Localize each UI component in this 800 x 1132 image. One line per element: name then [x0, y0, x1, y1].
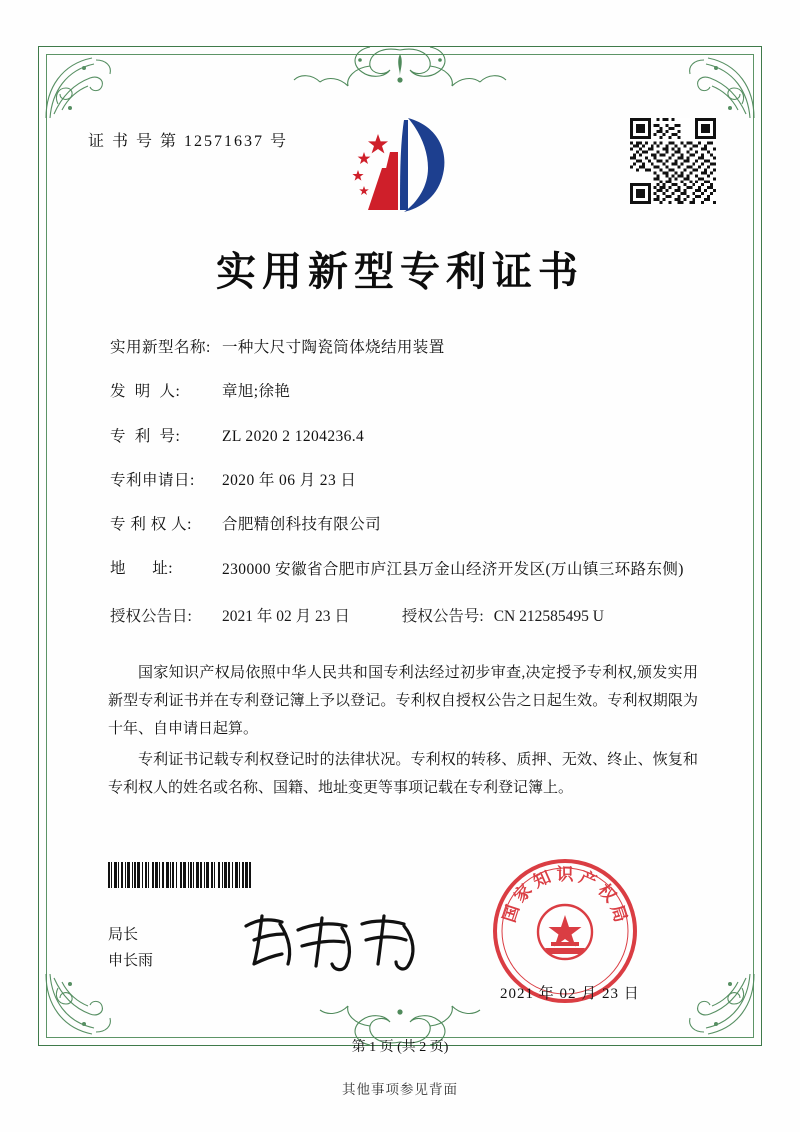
- grant-date-value: 2021 年 02 月 23 日: [222, 607, 350, 625]
- field-list: [110, 336, 700, 649]
- field-row-address: [110, 557, 700, 583]
- grant-number-value: CN 212585495 U: [493, 607, 604, 625]
- svg-text:产: 产: [575, 867, 600, 893]
- cnipa-logo-icon: [346, 112, 466, 222]
- field-row-inventor: [110, 380, 700, 403]
- handwritten-signature: [238, 906, 428, 978]
- field-value: 一种大尺寸陶瓷筒体烧结用装置: [222, 339, 445, 356]
- field-value: 合肥精创科技有限公司: [222, 516, 382, 533]
- page-indicator: 第 1 页 (共 2 页): [351, 1040, 449, 1055]
- field-row-patent-number: [110, 425, 700, 448]
- footnote: 其他事项参见背面: [342, 1082, 458, 1097]
- qr-code: [630, 118, 716, 204]
- field-row-grant: [110, 605, 700, 628]
- svg-text:国: 国: [499, 902, 524, 925]
- svg-text:权: 权: [593, 880, 620, 907]
- corner-ornament-top-right: [674, 48, 760, 124]
- page-title: 实用新型专利证书: [216, 248, 584, 295]
- corner-ornament-bottom-left: [40, 968, 126, 1044]
- svg-text:知: 知: [530, 867, 555, 893]
- legal-text-block: [108, 660, 698, 807]
- signature-role: 局长: [108, 927, 139, 943]
- svg-text:识: 识: [556, 865, 574, 885]
- field-label: 专 利 号:: [110, 427, 181, 445]
- field-row-patentee: [110, 513, 700, 536]
- corner-ornament-bottom-right: [674, 968, 760, 1044]
- corner-ornament-top-left: [40, 48, 126, 124]
- field-label: 实用新型名称:: [110, 339, 211, 356]
- field-value: 2020 年 06 月 23 日: [222, 471, 357, 489]
- field-value: 章旭;徐艳: [222, 383, 291, 401]
- svg-text:局: 局: [606, 902, 631, 925]
- top-ornament: [250, 44, 550, 90]
- grant-number-label: 授权公告号:: [401, 607, 484, 625]
- field-row-name: [110, 336, 700, 359]
- svg-text:家: 家: [510, 880, 537, 907]
- field-label: 专利申请日:: [110, 471, 195, 489]
- signature-name: 申长雨: [108, 953, 154, 970]
- grant-date-label: 授权公告日:: [110, 607, 192, 625]
- field-value: ZL 2020 2 1204236.4: [222, 427, 365, 445]
- field-value: 230000 安徽省合肥市庐江县万金山经济开发区(万山镇三环路东侧): [222, 561, 684, 579]
- signature-block: [108, 922, 153, 975]
- field-label: 发 明 人:: [110, 383, 181, 401]
- certificate-number: 证 书 号 第 12571637 号: [88, 133, 289, 150]
- legal-paragraph-1: 国家知识产权局依照中华人民共和国专利法经过初步审查,决定授予专利权,颁发实用新型专利证书并在专利登记簿上予以登记。专利权自授权公告之日起生效。专利权期限为十年、自申请日起算。: [108, 665, 698, 737]
- seal-date: 2021 年 02 月 23 日: [500, 986, 640, 1002]
- field-label: 专 利 权 人:: [110, 516, 192, 533]
- field-row-application-date: [110, 469, 700, 492]
- field-label: 地 址:: [110, 560, 174, 578]
- barcode: [108, 862, 318, 888]
- legal-paragraph-2: 专利证书记载专利权登记时的法律状况。专利权的转移、质押、无效、终止、恢复和专利权人的姓名或名称、国籍、地址变更等事项记载在专利登记簿上。: [108, 752, 698, 796]
